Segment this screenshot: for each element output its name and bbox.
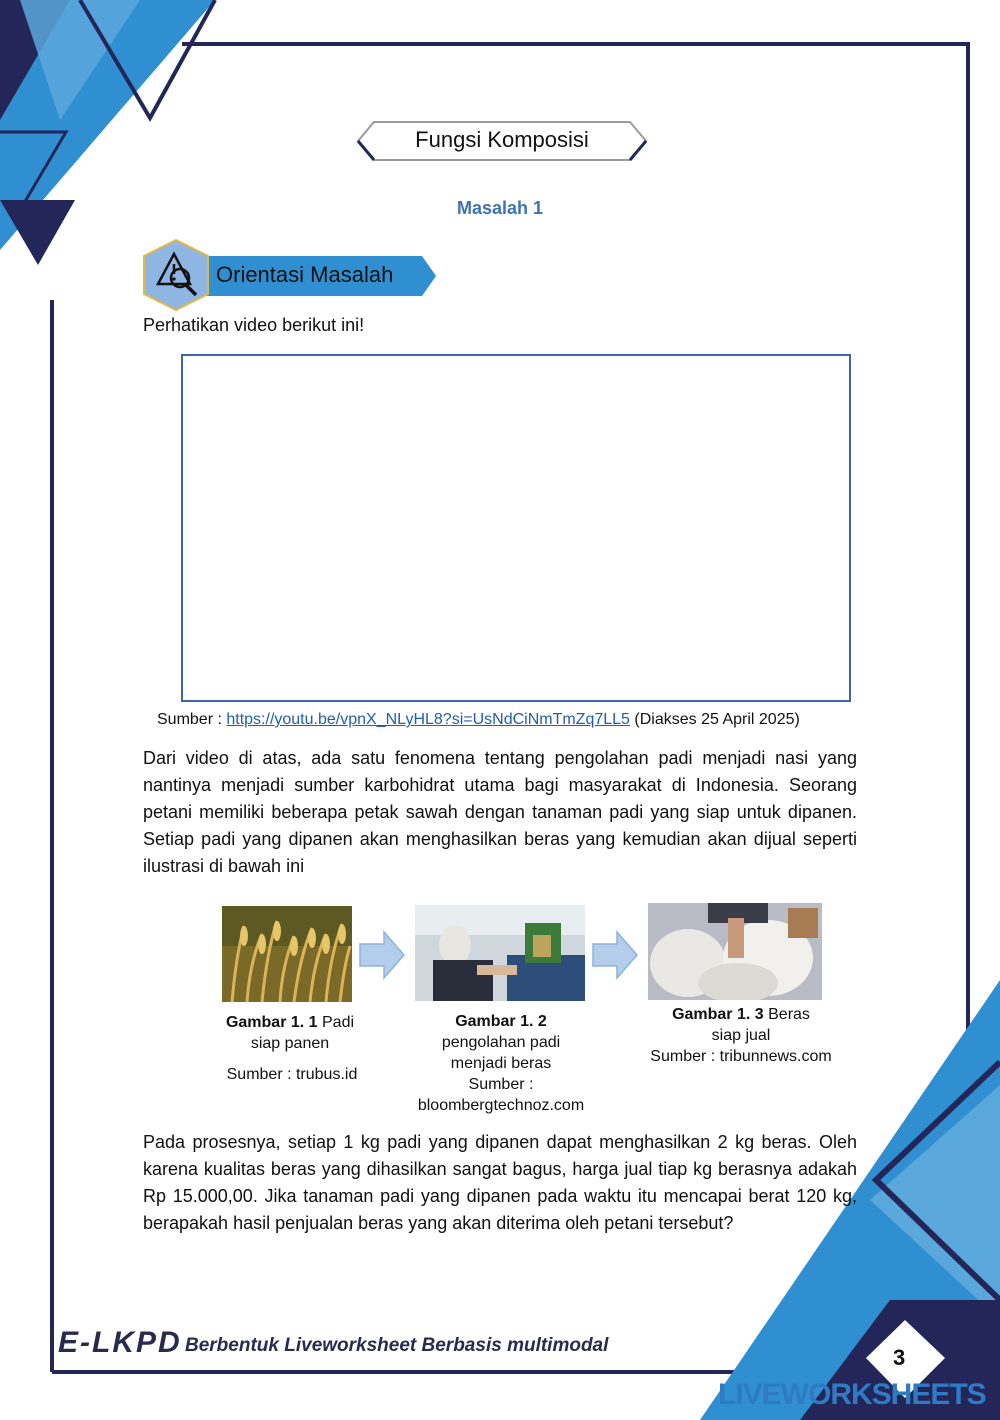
problem-label: Masalah 1 [456,198,544,218]
page-title: Fungsi Komposisi [415,127,589,152]
figure-3-source: Sumber : tribunnews.com [650,1048,832,1065]
orientation-banner [140,238,440,312]
footer-brand: E-LKPD [58,1326,182,1359]
figure-2-label: Gambar 1. 2 [455,1013,547,1030]
figure-1-caption [200,1012,380,1054]
rice-field-image [222,906,352,1002]
page-number: 3 [893,1345,906,1370]
figure-3-caption-2: siap jual [711,1027,771,1044]
figure-1-label: Gambar 1. 1 [225,1014,318,1031]
video-player[interactable] [181,354,851,702]
rice-sacks-image [648,903,822,1000]
arrow-right-icon [358,930,406,980]
rice-processing-image [415,905,585,1001]
paragraph-1: Dari video di atas, ada satu fenomena tentang pengolahan padi menjadi nasi yang nantinya menjadi sumber karbohidrat utama bagi masyarakat di Indonesia. Seorang petani memiliki beberapa petak sawah dengan tanaman padi yang siap untuk dipanen. Setiap padi yang dipanen akan menghasilkan beras yang kemudian akan dijual seperti ilustrasi di bawah ini [143,748,857,876]
footer-subtitle: Berbentuk Liveworksheet Berbasis multimodal [185,1335,609,1356]
warning-search-icon [140,238,212,312]
video-source [157,711,800,729]
figure-2-caption-2: menjadi beras [450,1055,552,1072]
figure-1-caption-2: siap panen [250,1035,330,1052]
liveworksheets-watermark: LIVEWORKSHEETS [718,1378,986,1411]
figure-3-label: Gambar 1. 3 [672,1006,764,1023]
figure-2-caption-1: pengolahan padi [441,1034,561,1051]
video-source-prefix: Sumber : [157,711,227,728]
figure-3-caption [636,1004,846,1067]
arrow-right-icon [591,930,639,980]
video-source-suffix: (Diakses 25 April 2025) [629,711,800,728]
figure-1-caption-1: Padi [317,1014,355,1031]
video-link[interactable]: https://youtu.be/vpnX_NLyHL8?si=UsNdCiNmTmZq7LL5 [226,711,630,728]
figure-2-caption [406,1011,596,1116]
figure-3-caption-1: Beras [763,1006,810,1023]
orientation-label: Orientasi Masalah [216,262,394,287]
figure-2-source-1: Sumber : [468,1076,534,1093]
figure-1-source: Sumber : trubus.id [226,1066,358,1083]
paragraph-2: Pada prosesnya, setiap 1 kg padi yang dipanen dapat menghasilkan 2 kg beras. Oleh karena kualitas beras yang dihasilkan sangat bagus, harga jual tiap kg berasnya adakah Rp 15.000,00. Jika tanaman padi yang dipanen pada waktu itu mencapai berat 120 kg, berapakah hasil penjualan beras yang akan diterima oleh petani tersebut? [143,1132,857,1233]
figure-2-source-2: bloombergtechnoz.com [417,1097,585,1114]
title-banner [356,120,648,162]
instruction-text: Perhatikan video berikut ini! [143,315,365,335]
